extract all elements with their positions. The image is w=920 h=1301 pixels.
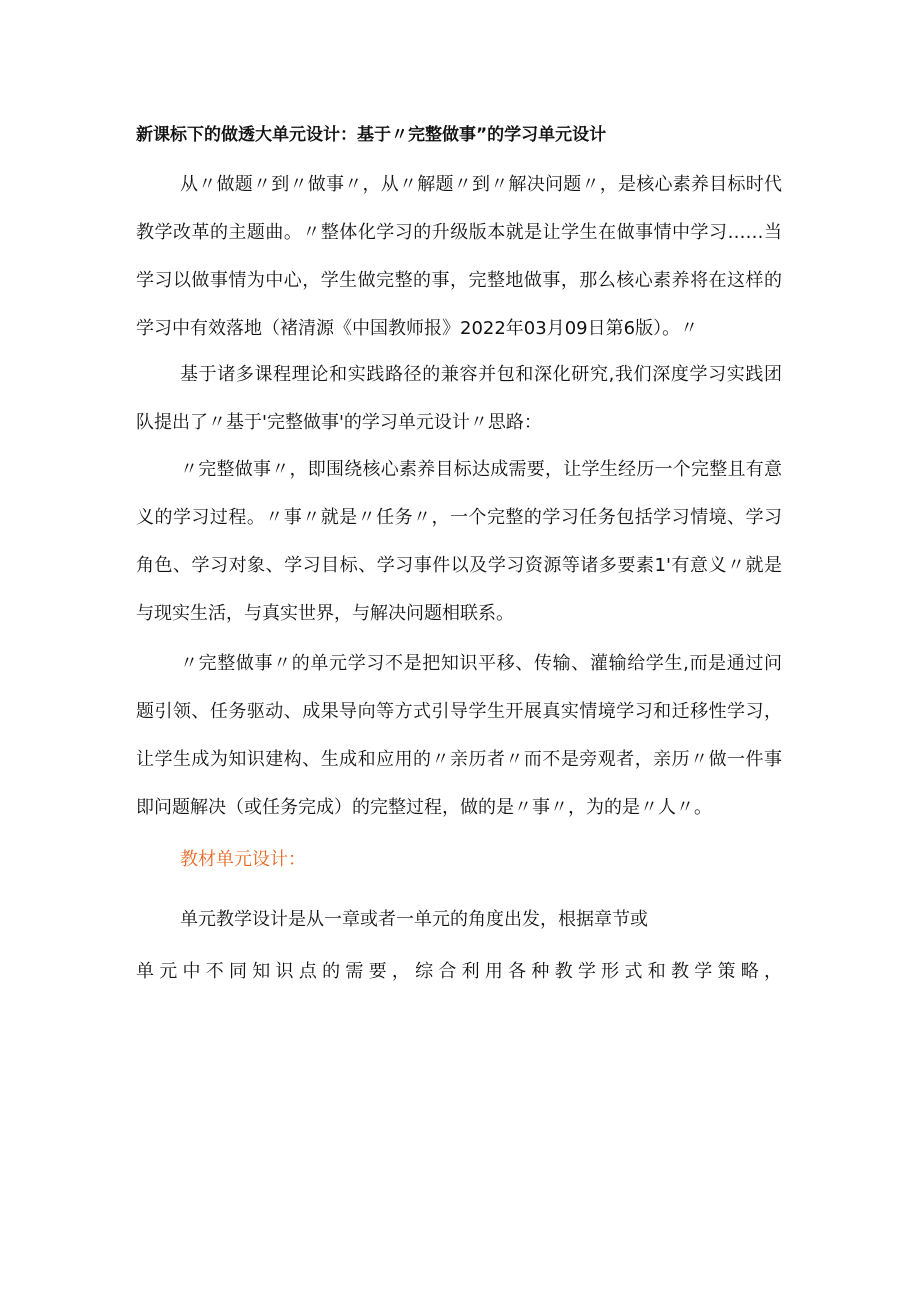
paragraph-2-line: 基于诸多课程理论和实践路径的兼容并包和深化研究,我们深度学习实践团 (180, 364, 782, 385)
paragraph-3-line: 与现实生活，与真实世界，与解决问题相联系。 (136, 603, 514, 624)
paragraph-3-line: 〃完整做事〃，即围绕核心素养目标达成需要，让学生经历一个完整且有意 (180, 459, 782, 480)
section-line: 单元教学设计是从一章或者一单元的角度出发，根据章节或 (180, 909, 648, 930)
paragraph-4-line: 即问题解决（或任务完成）的完整过程，做的是〃事〃，为的是〃人〃。 (136, 797, 712, 818)
section-line: 单元中不同知识点的需要，综合利用各种教学形式和教学策略， (136, 961, 782, 982)
paragraph-4-line: 〃完整做事〃的单元学习不是把知识平移、传输、灌输给学生,而是通过问 (180, 653, 782, 674)
paragraph-3-line: 义的学习过程。〃事〃就是〃任务〃，一个完整的学习任务包括学习情境、学习 (136, 507, 782, 528)
paragraph-4-line: 让学生成为知识建构、生成和应用的〃亲历者〃而不是旁观者，亲历〃做一件事 (136, 749, 782, 770)
document-title: 新课标下的做透大单元设计：基于〃完整做事”的学习单元设计 (136, 125, 607, 145)
paragraph-3-line: 角色、学习对象、学习目标、学习事件以及学习资源等诸多要素1'有意义〃就是 (136, 555, 782, 576)
paragraph-1-line: 学习中有效落地（褚清源《中国教师报》2022年03月09日第6版）。〃 (136, 318, 699, 339)
paragraph-4-line: 题引领、任务驱动、成果导向等方式引导学生开展真实情境学习和迁移性学习， (136, 701, 782, 722)
paragraph-1-line: 从〃做题〃到〃做事〃，从〃解题〃到〃解决问题〃，是核心素养目标时代 (180, 174, 782, 195)
paragraph-1-line: 学习以做事情为中心，学生做完整的事，完整地做事，那么核心素养将在这样的 (136, 270, 782, 291)
section-heading: 教材单元设计： (180, 849, 306, 870)
paragraph-2-line: 队提出了〃基于'完整做事'的学习单元设计〃思路： (136, 412, 542, 433)
paragraph-1-line: 教学改革的主题曲。〃整体化学习的升级版本就是让学生在做事情中学习……当 (136, 222, 782, 243)
